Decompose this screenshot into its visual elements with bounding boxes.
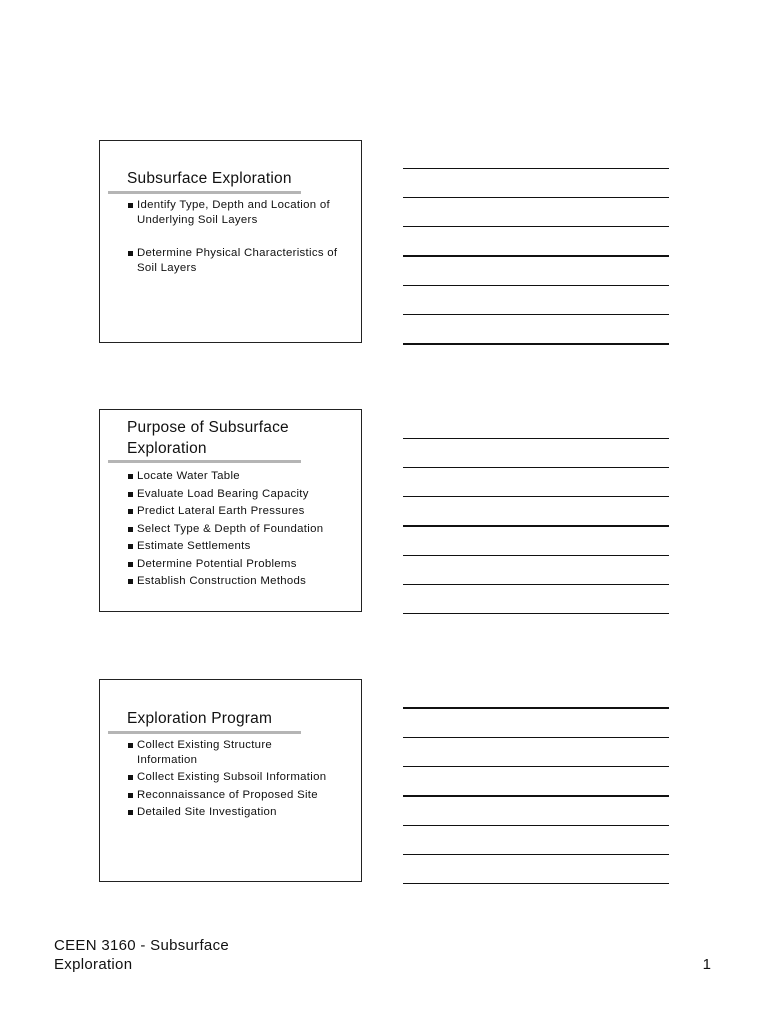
square-bullet-icon (128, 527, 133, 532)
square-bullet-icon (128, 544, 133, 549)
bullet-list (127, 738, 355, 820)
square-bullet-icon (128, 203, 133, 208)
note-line (403, 496, 669, 497)
note-line (403, 285, 669, 286)
bullet-item: Determine Physical Characteristics of Soil Layers (127, 246, 355, 275)
square-bullet-icon (128, 810, 133, 815)
note-line (403, 168, 669, 169)
square-bullet-icon (128, 474, 133, 479)
slide-title: Exploration Program (127, 710, 273, 727)
bullet-item: Identify Type, Depth and Location of Underlying Soil Layers (127, 198, 355, 227)
note-line (403, 314, 669, 315)
square-bullet-icon (128, 509, 133, 514)
bullet-list (127, 198, 355, 275)
note-line (403, 555, 669, 556)
note-line (403, 883, 669, 884)
footer-course-title: CEEN 3160 - Subsurface Exploration (54, 937, 230, 973)
square-bullet-icon (128, 743, 133, 748)
square-bullet-icon (128, 251, 133, 256)
slide-3 (99, 679, 362, 882)
note-line (403, 467, 669, 468)
note-line (403, 197, 669, 198)
note-line (403, 825, 669, 826)
slide-2 (99, 409, 362, 612)
note-line (403, 438, 669, 439)
bullet-item: Collect Existing Structure Information (127, 738, 355, 767)
square-bullet-icon (128, 775, 133, 780)
bullet-item: Estimate Settlements (127, 538, 355, 556)
note-line (403, 255, 669, 257)
bullet-item: Evaluate Load Bearing Capacity (127, 486, 355, 504)
note-line (403, 737, 669, 738)
bullet-item: Determine Potential Problems (127, 556, 355, 574)
slide-1 (99, 140, 362, 343)
note-line (403, 854, 669, 855)
note-line (403, 226, 669, 227)
title-underline (108, 731, 301, 734)
slide-title: Purpose of Subsurface Exploration (127, 419, 289, 457)
bullet-item: Locate Water Table (127, 468, 355, 486)
note-line (403, 795, 669, 797)
note-line (403, 343, 669, 345)
note-line (403, 525, 669, 527)
bullet-list (127, 468, 355, 591)
note-line (403, 707, 669, 709)
note-line (403, 613, 669, 614)
bullet-item: Establish Construction Methods (127, 573, 355, 591)
title-underline (108, 191, 301, 194)
square-bullet-icon (128, 579, 133, 584)
slide-title: Subsurface Exploration (127, 170, 292, 187)
square-bullet-icon (128, 562, 133, 567)
bullet-item: Reconnaissance of Proposed Site (127, 788, 355, 803)
note-line (403, 584, 669, 585)
page-number: 1 (702, 956, 711, 973)
title-underline (108, 460, 301, 463)
bullet-item: Predict Lateral Earth Pressures (127, 503, 355, 521)
square-bullet-icon (128, 793, 133, 798)
square-bullet-icon (128, 492, 133, 497)
bullet-item: Detailed Site Investigation (127, 805, 355, 820)
note-line (403, 766, 669, 767)
bullet-item: Select Type & Depth of Foundation (127, 521, 355, 539)
bullet-item: Collect Existing Subsoil Information (127, 770, 355, 785)
